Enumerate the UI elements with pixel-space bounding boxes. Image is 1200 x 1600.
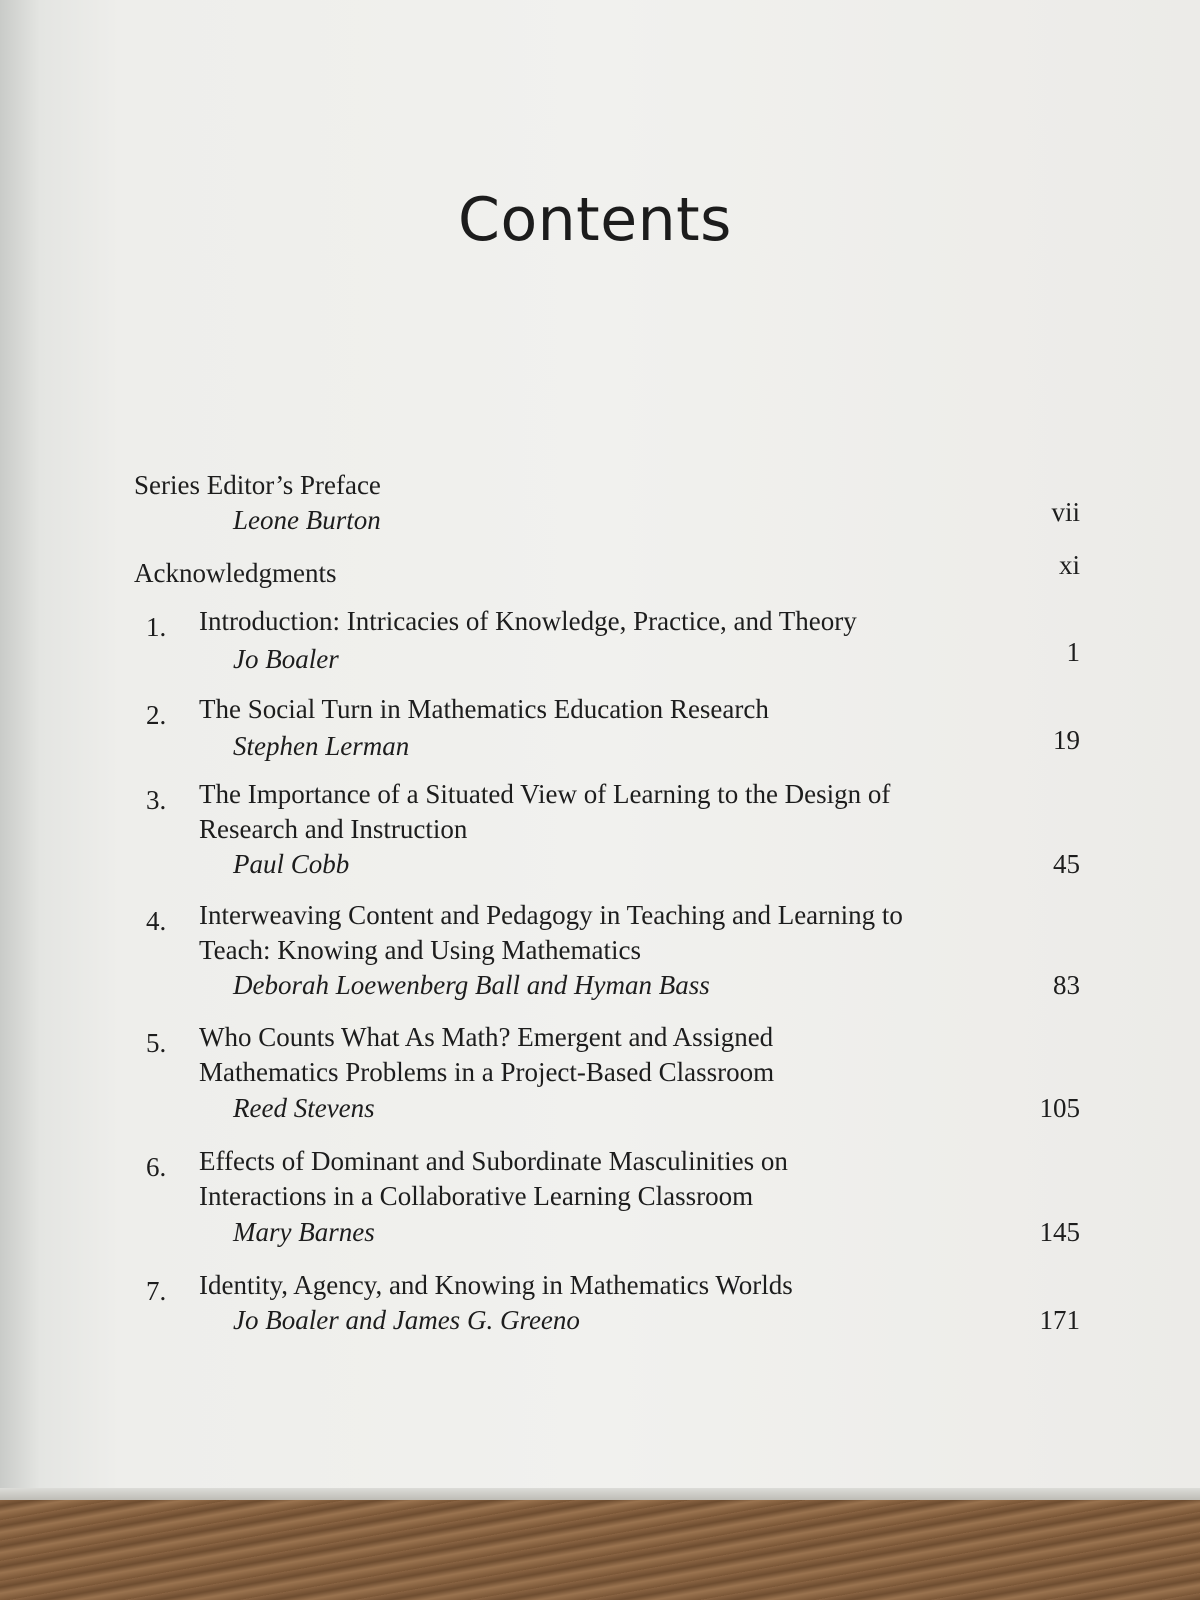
preface-page: vii bbox=[1051, 497, 1080, 527]
chapter-page: 171 bbox=[1039, 1305, 1080, 1335]
chapter-number: 5. bbox=[146, 1028, 167, 1058]
chapter-author: Stephen Lerman bbox=[233, 731, 410, 761]
chapter-page: 83 bbox=[1053, 970, 1080, 1000]
chapter-page: 145 bbox=[1039, 1217, 1080, 1247]
chapter-page: 1 bbox=[1066, 637, 1080, 667]
chapter-number: 4. bbox=[146, 906, 167, 936]
chapter-page: 105 bbox=[1039, 1093, 1080, 1123]
chapter-page: 19 bbox=[1053, 725, 1080, 755]
chapter-author: Mary Barnes bbox=[233, 1217, 375, 1247]
acknowledgments-page: xi bbox=[1058, 550, 1080, 580]
chapter-author: Deborah Loewenberg Ball and Hyman Bass bbox=[233, 970, 710, 1000]
acknowledgments-title: Acknowledgments bbox=[134, 558, 337, 588]
chapter-title: Interweaving Content and Pedagogy in Teaching and Learning to bbox=[199, 900, 903, 930]
chapter-number: 6. bbox=[146, 1152, 167, 1182]
chapter-title: The Importance of a Situated View of Learning to the Design of bbox=[199, 779, 891, 809]
chapter-author: Paul Cobb bbox=[233, 849, 350, 879]
chapter-number: 1. bbox=[146, 612, 167, 642]
wooden-desk bbox=[0, 1500, 1200, 1600]
preface-title: Series Editor’s Preface bbox=[134, 470, 381, 500]
chapter-title-continued: Mathematics Problems in a Project-Based Classroom bbox=[199, 1057, 775, 1087]
chapter-title: Effects of Dominant and Subordinate Masculinities on bbox=[199, 1146, 788, 1176]
preface-author: Leone Burton bbox=[233, 505, 381, 535]
chapter-page: 45 bbox=[1053, 849, 1080, 879]
chapter-author: Jo Boaler and James G. Greeno bbox=[233, 1305, 580, 1335]
chapter-author: Reed Stevens bbox=[233, 1093, 375, 1123]
chapter-title: Identity, Agency, and Knowing in Mathematics Worlds bbox=[199, 1270, 793, 1300]
chapter-number: 7. bbox=[146, 1276, 167, 1306]
chapter-number: 2. bbox=[146, 700, 167, 730]
chapter-title-continued: Interactions in a Collaborative Learning Classroom bbox=[199, 1181, 754, 1211]
chapter-title: Introduction: Intricacies of Knowledge, Practice, and Theory bbox=[199, 606, 857, 636]
chapter-title-continued: Teach: Knowing and Using Mathematics bbox=[199, 935, 642, 965]
chapter-title-continued: Research and Instruction bbox=[199, 814, 468, 844]
page-title: Contents bbox=[458, 185, 732, 255]
chapter-title: Who Counts What As Math? Emergent and Assigned bbox=[199, 1022, 774, 1052]
chapter-number: 3. bbox=[146, 785, 167, 815]
chapter-author: Jo Boaler bbox=[233, 644, 339, 674]
chapter-title: The Social Turn in Mathematics Education Research bbox=[199, 694, 769, 724]
